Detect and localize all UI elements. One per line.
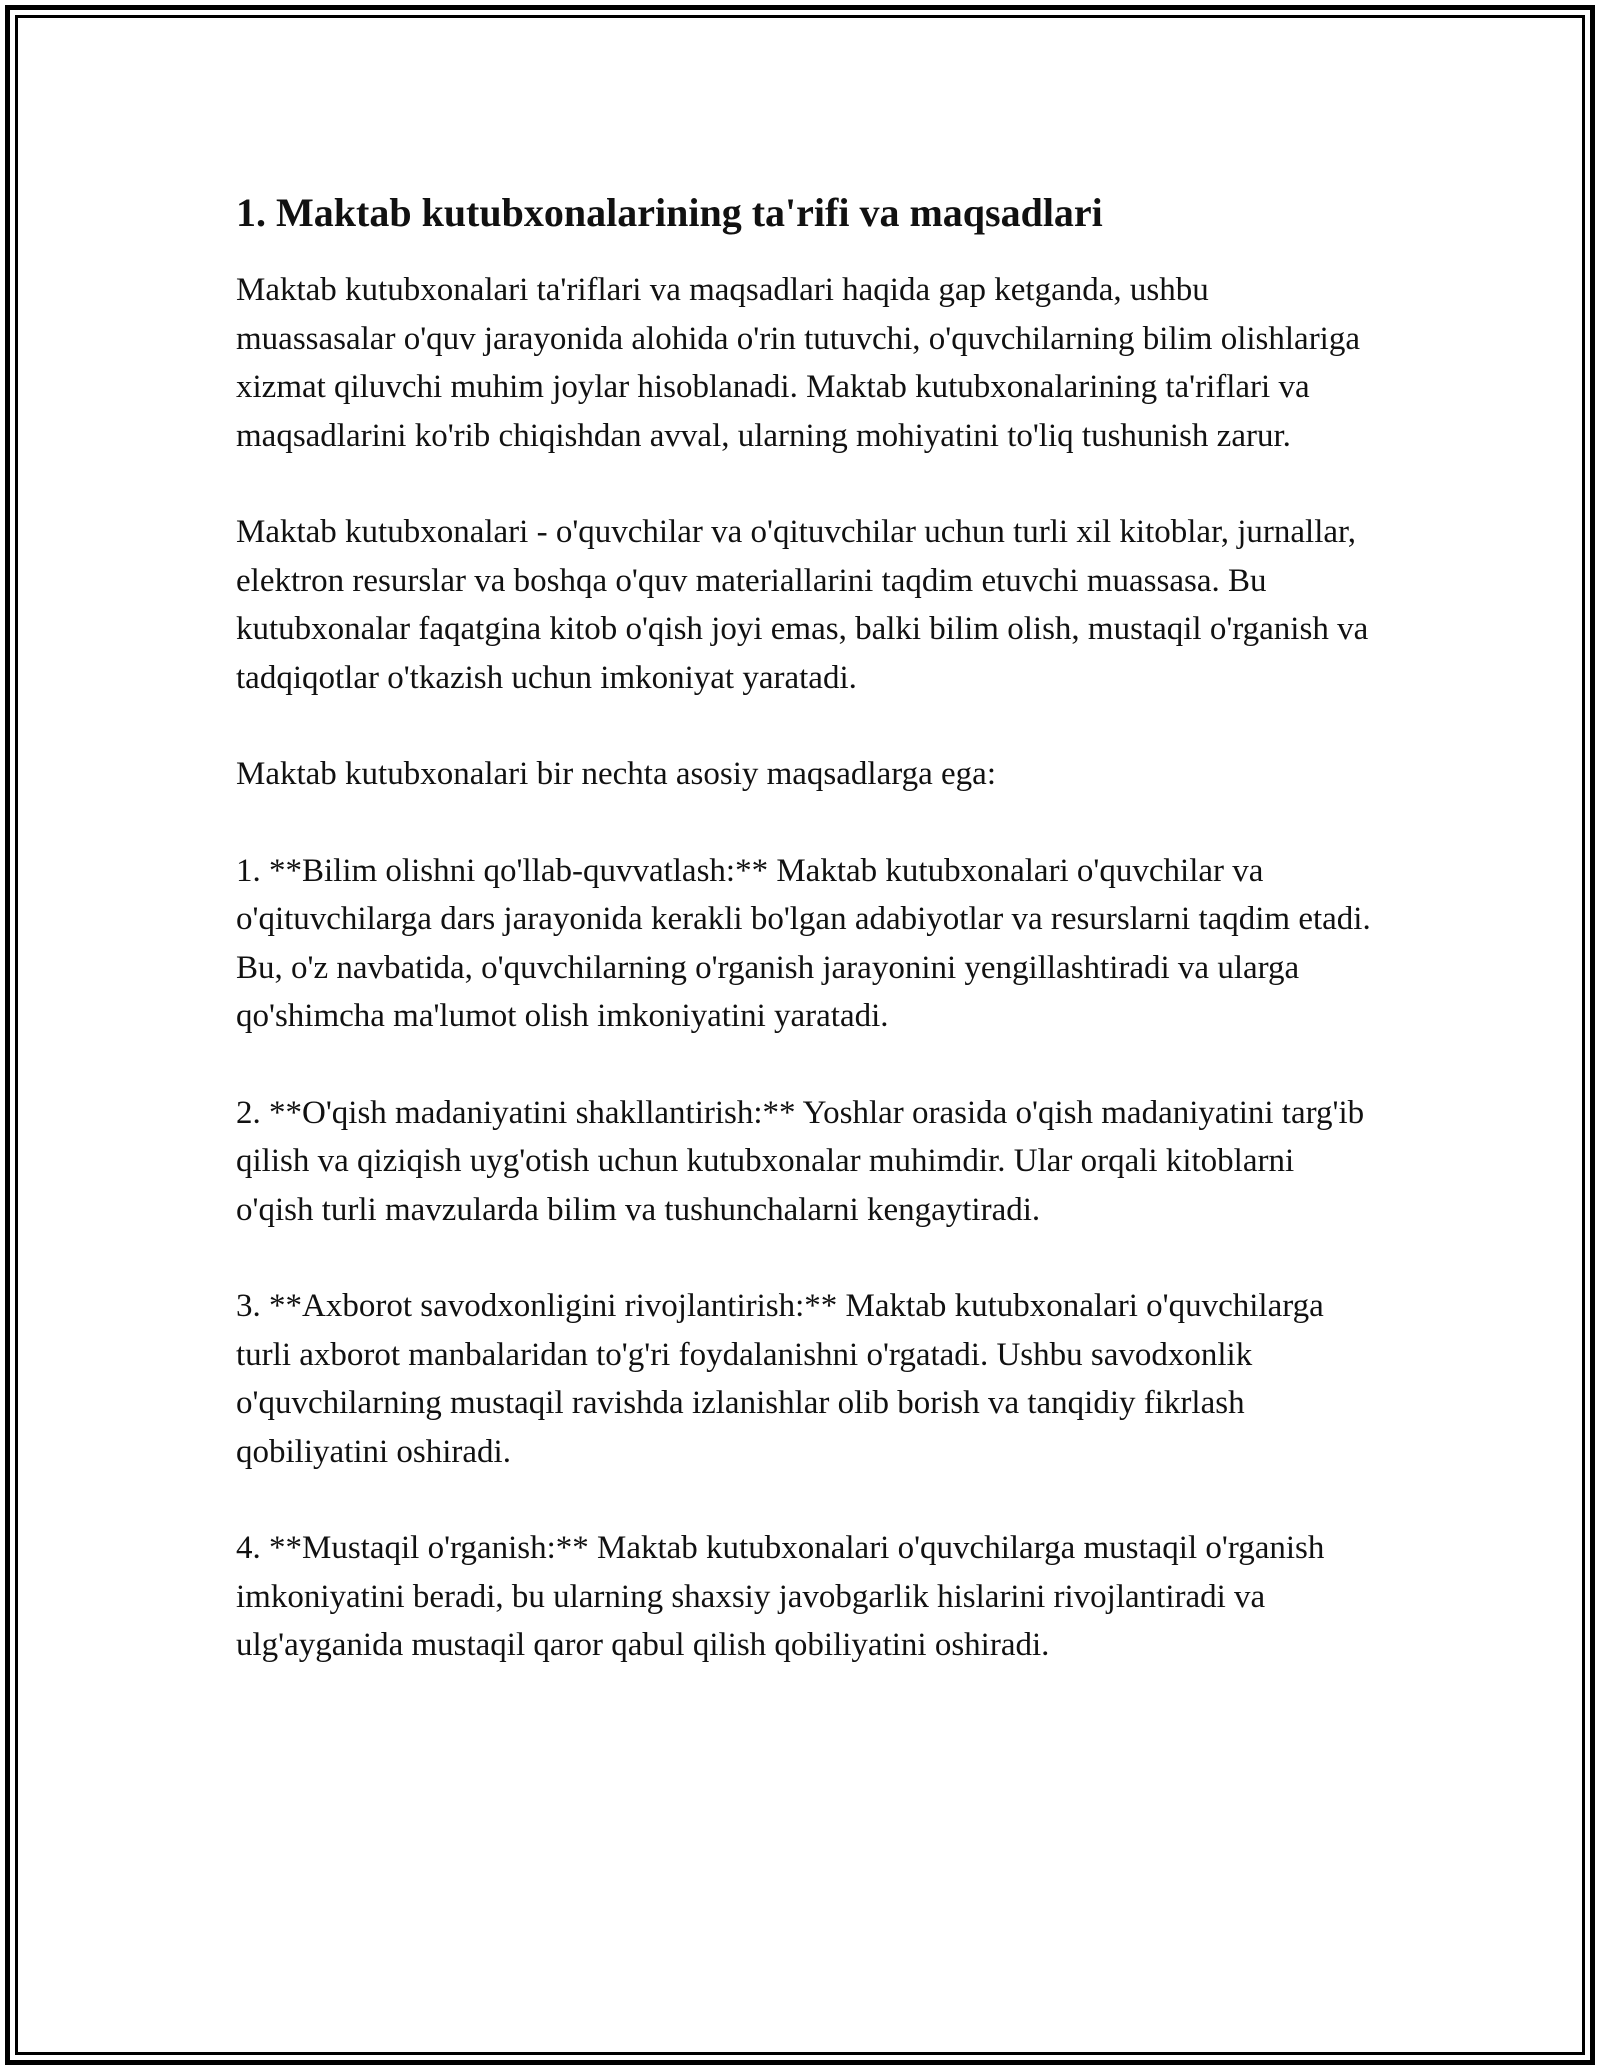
list-item-goal-1: 1. **Bilim olishni qo'llab-quvvatlash:** Maktab kutubxonalari o'quvchilar va o'qituvchilarga dars jarayonida kerakli bo'lgan adabiyotlar va resurslarni taqdim etadi. Bu, o'z navbatida, o'quvchilarning o'rganish jarayonini yengillashtiradi va ularga qo'shimcha ma'lumot olish imkoniyatini yaratadi.: [236, 852, 1371, 1034]
section-heading: 1. Maktab kutubxonalarining ta'rifi va maqsadlari: [236, 190, 1103, 235]
paragraph-definition: Maktab kutubxonalari - o'quvchilar va o'qituvchilar uchun turli xil kitoblar, jurnallar, elektron resurslar va boshqa o'quv materiallarini taqdim etuvchi muassasa. Bu kutubxonalar faqatgina kitob o'qish joyi emas, balki bilim olish, mustaqil o'rganish va tadqiqotlar o'tkazish uchun imkoniyat yaratadi.: [236, 514, 1369, 696]
list-item-goal-4: 4. **Mustaqil o'rganish:** Maktab kutubxonalari o'quvchilarga mustaqil o'rganish imkoniyatini beradi, bu ularning shaxsiy javobgarlik hislarini rivojlantiradi va ulg'ayganida mustaqil qaror qabul qilish qobiliyatini oshiradi.: [236, 1530, 1325, 1663]
paragraph-goals-intro: Maktab kutubxonalari bir nechta asosiy maqsadlarga ega:: [236, 756, 996, 792]
list-item-goal-3: 3. **Axborot savodxonligini rivojlantirish:** Maktab kutubxonalari o'quvchilarga turli axborot manbalaridan to'g'ri foydalanishni o'rgatadi. Ushbu savodxonlik o'quvchilarning mustaqil ravishda izlanishlar olib borish va tanqidiy fikrlash qobiliyatini oshiradi.: [236, 1288, 1324, 1470]
document-body: [236, 186, 1376, 1718]
list-item-goal-2: 2. **O'qish madaniyatini shakllantirish:** Yoshlar orasida o'qish madaniyatini targ'ib qilish va qiziqish uyg'otish uchun kutubxonalar muhimdir. Ular orqali kitoblarni o'qish turli mavzularda bilim va tushunchalarni kengaytiradi.: [236, 1094, 1365, 1228]
paragraph-definition-intro: Maktab kutubxonalari ta'riflari va maqsadlari haqida gap ketganda, ushbu muassasalar o'quv jarayonida alohida o'rin tutuvchi, o'quvchilarning bilim olishlariga xizmat qiluvchi muhim joylar hisoblanadi. Maktab kutubxonalarining ta'riflari va maqsadlarini ko'rib chiqishdan avval, ularning mohiyatini to'liq tushunish zarur.: [236, 272, 1360, 454]
